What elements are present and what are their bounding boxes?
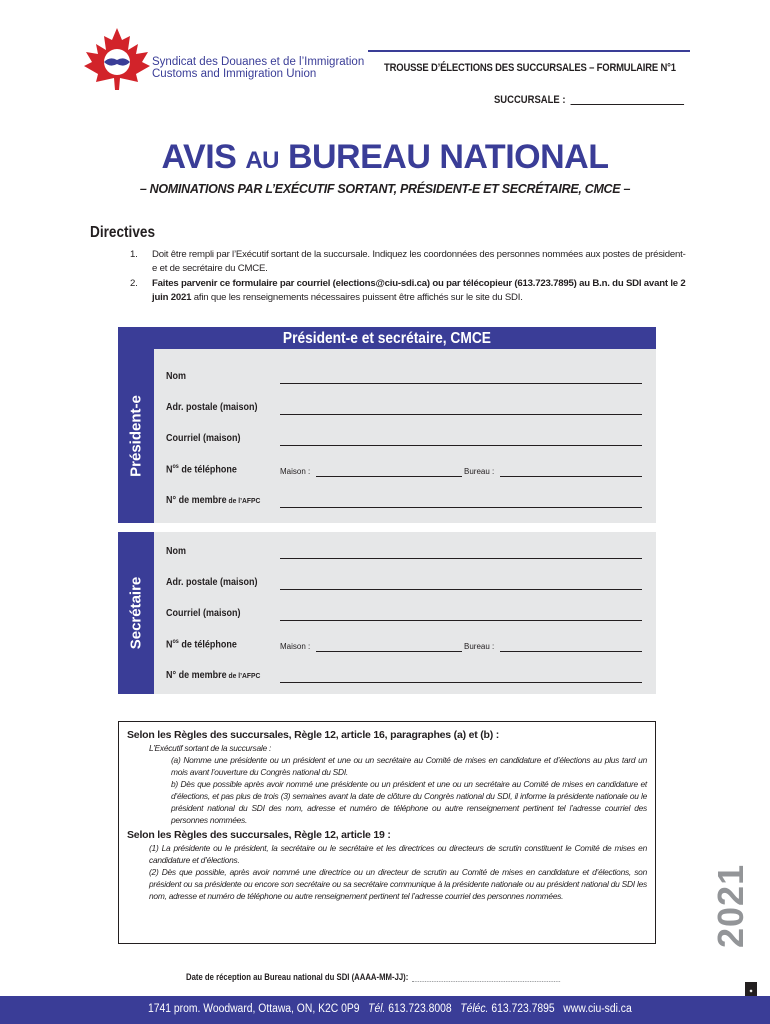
footer-website-link[interactable]: www.ciu-sdi.ca xyxy=(563,1003,632,1015)
secretary-phone-row xyxy=(166,639,642,655)
office-phone-label: Bureau : xyxy=(464,467,495,476)
footer xyxy=(0,996,770,1024)
rules-paragraph: (1) La présidente ou le président, la secrétaire ou le secrétaire et les directrices ou directeurs de scrutin constituent le Comité de mises en candidature et d’élections. xyxy=(149,843,647,865)
header-rule xyxy=(368,50,690,52)
president-address-row xyxy=(166,402,642,418)
home-phone-label: Maison : xyxy=(280,467,311,476)
directive-number: 1. xyxy=(130,249,138,260)
union-logo xyxy=(80,26,154,92)
title-part-2: AU xyxy=(245,147,279,174)
form-section-title: Président-e et secrétaire, CMCE xyxy=(282,330,492,347)
footer-fax: 613.723.7895 xyxy=(491,1003,555,1015)
org-name-en: Customs and Immigration Union xyxy=(152,68,317,80)
footer-address: 1741 prom. Woodward, Ottawa, ON, K2C 0P9 xyxy=(148,1003,360,1015)
organization-name xyxy=(152,56,364,80)
field-label: Adr. postale (maison) xyxy=(166,402,258,413)
rules-intro: L’Exécutif sortant de la succursale : xyxy=(149,743,272,753)
footer-contact xyxy=(148,1003,632,1015)
org-name-fr: Syndicat des Douanes et de l’Immigration xyxy=(152,56,365,68)
footer-tel: 613.723.8008 xyxy=(388,1003,452,1015)
directive-rest-text: afin que les renseignements nécessaires puissent être affichés sur le site du SDI. xyxy=(191,291,523,303)
secretary-office-phone-field[interactable] xyxy=(500,651,642,652)
field-label: N° de membre de l’AFPC xyxy=(166,670,261,681)
directive-text: Doit être rempli par l’Exécutif sortant de la succursale. Indiquez les coordonnées des personnes nommées aux postes de président-e et de secrétaire du CMCE. xyxy=(152,249,686,274)
president-label: Président-e xyxy=(127,395,145,477)
president-address-field[interactable] xyxy=(280,414,642,415)
directives-heading: Directives xyxy=(90,224,156,241)
secretary-address-field[interactable] xyxy=(280,589,642,590)
rules-paragraph: (2) Dès que possible, après avoir nommé une directrice ou un directeur de scrutin au Comité de mises en candidature et d’élections, son président ou sa présidente ou encore son secrétaire ou sa secrétaire communique à la présidente nationale ou au président national du SDI les nom, adresse et numéro de téléphone ou autre renseignement pertinent tel l’adresse courriel des personnes nommées. xyxy=(149,867,647,901)
secretary-label: Secrétaire xyxy=(127,576,145,650)
secretary-email-field[interactable] xyxy=(280,620,642,621)
secretary-member-field[interactable] xyxy=(280,682,642,683)
reception-date-field xyxy=(186,972,560,982)
president-email-field[interactable] xyxy=(280,445,642,446)
president-office-phone-field[interactable] xyxy=(500,476,642,477)
branch-field xyxy=(494,94,684,106)
field-label: $N^{os}$ de téléphone xyxy=(166,464,237,476)
page-subtitle: – NOMINATIONS PAR L’EXÉCUTIF SORTANT, PRÉSIDENT-E ET SECRÉTAIRE, CMCE – xyxy=(139,182,631,196)
president-phone-row xyxy=(166,464,642,480)
branch-label: SUCCURSALE : xyxy=(494,94,566,106)
page-title xyxy=(0,138,770,177)
directive-item xyxy=(130,248,690,275)
president-member-row xyxy=(166,495,642,511)
secretary-side-bar xyxy=(118,532,154,694)
president-section xyxy=(118,349,656,523)
field-label: Courriel (maison) xyxy=(166,433,241,444)
directive-bold-text: Faites parvenir ce formulaire par courriel (elections@ciu-sdi.ca) ou par télécopieur (613.723.7895) au B.n. du SDI avant le 2 juin 2021 xyxy=(152,278,686,303)
home-phone-label: Maison : xyxy=(280,642,311,651)
field-label: Courriel (maison) xyxy=(166,608,241,619)
secretary-name-row xyxy=(166,546,642,562)
reception-date-label: Date de réception au Bureau national du SDI (AAAA-MM-JJ): xyxy=(186,972,409,982)
directive-text xyxy=(152,277,690,304)
directive-item xyxy=(130,277,690,304)
rules-paragraph: (a) Nomme une présidente ou un président et une ou un secrétaire au Comité de mises en candidature et d’élections au plus tard un mois avant l’ouverture du Congrès national du SDI. xyxy=(171,755,647,777)
office-phone-label: Bureau : xyxy=(464,642,495,651)
rules-heading: Selon les Règles des succursales, Règle 12, article 19 : xyxy=(127,829,391,841)
kit-title: TROUSSE D’ÉLECTIONS DES SUCCURSALES – FORMULAIRE N°1 xyxy=(384,62,676,74)
title-part-1: AVIS xyxy=(161,138,237,176)
president-email-row xyxy=(166,433,642,449)
footer-tel-label: Tél. xyxy=(368,1003,386,1015)
field-label: $N^{os}$ de téléphone xyxy=(166,639,237,651)
secretary-address-row xyxy=(166,577,642,593)
president-side-bar xyxy=(118,349,154,523)
secretary-email-row xyxy=(166,608,642,624)
branch-input-line[interactable] xyxy=(571,104,685,105)
rules-heading: Selon les Règles des succursales, Règle 12, article 16, paragraphes (a) et (b) : xyxy=(127,729,500,741)
footer-fax-label: Téléc. xyxy=(460,1003,489,1015)
field-label: Nom xyxy=(166,371,187,382)
year-mark: 2021 xyxy=(710,863,751,948)
president-name-row xyxy=(166,371,642,387)
field-label: Adr. postale (maison) xyxy=(166,577,258,588)
president-home-phone-field[interactable] xyxy=(316,476,462,477)
secretary-member-row xyxy=(166,670,642,686)
field-label: Nom xyxy=(166,546,187,557)
secretary-section xyxy=(118,532,656,694)
directive-number: 2. xyxy=(130,278,138,289)
field-label: N° de membre de l’AFPC xyxy=(166,495,261,506)
directives-list xyxy=(130,248,690,306)
secretary-home-phone-field[interactable] xyxy=(316,651,462,652)
secretary-name-field[interactable] xyxy=(280,558,642,559)
union-label-icon: ◆ xyxy=(745,982,757,1000)
president-name-field[interactable] xyxy=(280,383,642,384)
rules-box xyxy=(118,721,656,944)
president-member-field[interactable] xyxy=(280,507,642,508)
rules-paragraph: b) Dès que possible après avoir nommé une présidente ou un président et une ou un secrétaire au Comité de mises en candidature et d’élections, et pas plus de trois (3) semaines avant la date de clôture du Congrès national du SDI, il informe la présidente nationale ou le président national du SDI des nom, adresse et numéro de téléphone ou autre renseignement pertinent tel l’adresse courriel des personnes nommées. xyxy=(171,779,647,825)
form-section-bar xyxy=(118,327,656,351)
reception-date-line[interactable] xyxy=(412,981,560,982)
title-part-3: BUREAU NATIONAL xyxy=(287,138,609,176)
